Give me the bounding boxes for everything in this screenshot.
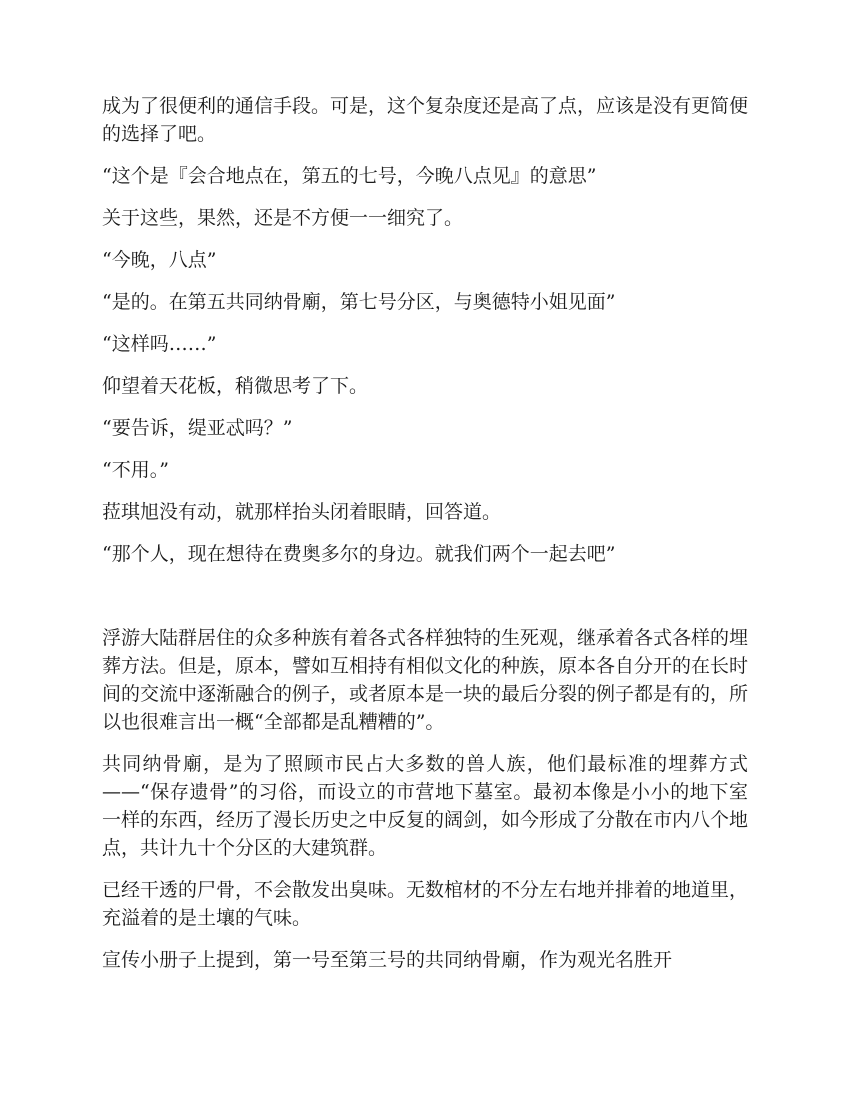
- paragraph: 仰望着天花板，稍微思考了下。: [102, 375, 369, 397]
- paragraph: “不用。”: [102, 459, 169, 481]
- paragraph: 宣传小册子上提到，第一号至第三号的共同纳骨廟，作为观光名胜开: [102, 949, 673, 971]
- paragraph: “那个人，现在想待在费奥多尔的身边。就我们两个一起去吧”: [102, 543, 616, 565]
- paragraph: 已经干透的尸骨，不会散发出臭味。无数棺材的不分左右地并排着的地道里，充溢着的是土壤的气味。: [102, 879, 749, 929]
- paragraph: 浮游大陆群居住的众多种族有着各式各样独特的生死观，继承着各式各样的埋葬方法。但是，原本，譬如互相持有相似文化的种族，原本各自分开的在长时间的交流中逐渐融合的例子，或者原本是一块的最后分裂的例子都是有的，所以也很难言出一概“全部都是乱糟糟的”。: [102, 627, 749, 733]
- paragraph: 关于这些，果然，还是不方便一一细究了。: [102, 207, 464, 229]
- paragraph: 菈琪旭没有动，就那样抬头闭着眼睛，回答道。: [102, 501, 502, 523]
- paragraph: “要告诉，缇亚忒吗？”: [102, 417, 293, 439]
- paragraph: 共同纳骨廟，是为了照顾市民占大多数的兽人族，他们最标准的埋葬方式——“保存遗骨”的习俗，而设立的市营地下墓室。最初本像是小小的地下室一样的东西，经历了漫长历史之中反复的阔剑，如今形成了分散在市内八个地点，共计九十个分区的大建筑群。: [102, 753, 749, 859]
- section-narration: [102, 624, 748, 974]
- document-page: [102, 92, 748, 988]
- paragraph: “今晚，八点”: [102, 249, 217, 271]
- paragraph: “这个是『会合地点在，第五的七号，今晚八点见』的意思”: [102, 165, 597, 187]
- section-break: [102, 582, 748, 624]
- paragraph: “是的。在第五共同纳骨廟，第七号分区，与奥德特小姐见面”: [102, 291, 616, 313]
- paragraph: 成为了很便利的通信手段。可是，这个复杂度还是高了点，应该是没有更简便的选择了吧。: [102, 95, 749, 145]
- section-dialogue: [102, 92, 748, 568]
- paragraph: “这样吗……”: [102, 333, 217, 355]
